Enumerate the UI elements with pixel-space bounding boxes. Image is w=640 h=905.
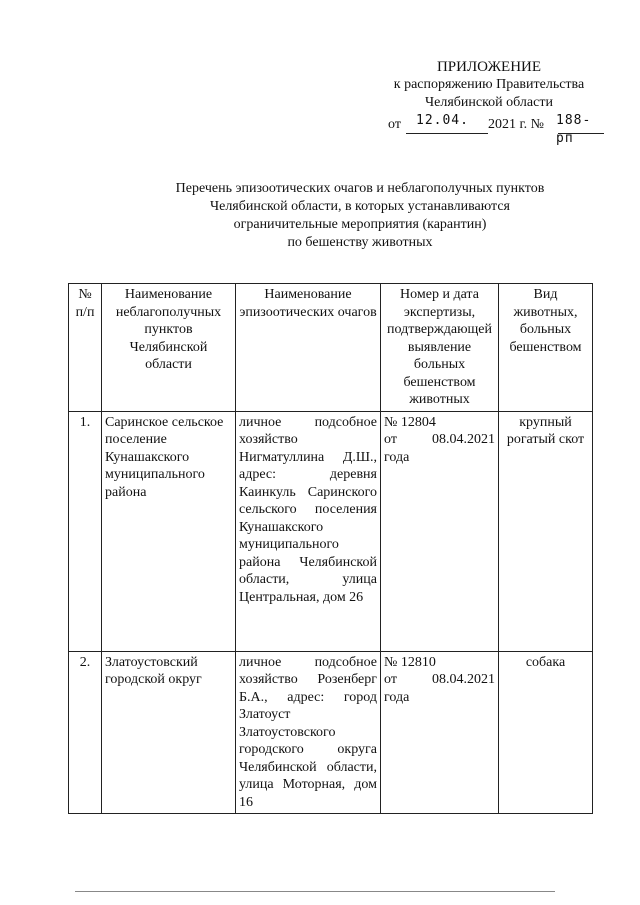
exam-from: от [384,432,397,447]
table-header-row [69,284,593,412]
table-row [69,651,593,814]
title-line-2: Челябинской области, в которых устанавливаются [210,199,510,214]
exam-date-line [384,671,495,689]
exam-number: № 12810 [384,654,436,670]
header-number: № п/п [69,284,102,412]
annex-year: 2021 г. № [488,117,545,132]
header-focus: Наименование эпизоотических очагов [236,284,381,412]
table-row [69,411,593,651]
header-point: Наименование неблагополучных пунктов Челябинской области [102,284,236,412]
row-point: Златоустовский городской округ [102,651,236,814]
row-focus: личное подсобное хозяйство Нигматуллина Д.Ш., адрес: деревня Каинкуль Саринского сельского поселения Кунашакского муниципального района Челябинской области, улица Центральная, дом 26 [236,411,381,651]
annex-from-label: от [388,117,401,132]
exam-suffix: года [384,449,410,465]
page-bottom-divider [75,891,555,892]
document-title [150,180,570,252]
exam-from: от [384,672,397,687]
row-number: 2. [69,651,102,814]
row-point: Саринское сельское поселение Кунашакского муниципального района [102,411,236,651]
annex-title: ПРИЛОЖЕНИЕ [436,59,542,75]
header-exam: Номер и дата экспертизы, подтверждающей выявление больных бешенством животных [381,284,499,412]
row-animal: крупный рогатый скот [499,411,593,651]
annex-date-handwritten: 12.04. [416,113,469,128]
annex-line-2: Челябинской области [425,95,553,110]
annex-date-line [374,113,604,146]
annex-block [374,58,604,146]
row-exam [381,651,499,814]
row-animal: собака [499,651,593,814]
header-animal: Вид животных, больных бешенством [499,284,593,412]
row-exam [381,411,499,651]
title-line-1: Перечень эпизоотических очагов и неблагополучных пунктов [175,181,545,196]
title-line-3: ограничительные мероприятия (карантин) [233,217,487,232]
exam-date-line [384,431,495,449]
row-number: 1. [69,411,102,651]
title-line-4: по бешенству животных [287,235,433,250]
foci-table [68,283,593,814]
annex-line-1: к распоряжению Правительства [393,77,585,92]
exam-number: № 12804 [384,414,436,430]
exam-date: 08.04.2021 [432,432,495,447]
exam-date: 08.04.2021 [432,672,495,687]
row-focus: личное подсобное хозяйство Розенберг Б.А., адрес: город Златоуст Златоустовского городского округа Челябинской области, улица Моторная, дом 16 [236,651,381,814]
exam-suffix: года [384,689,410,705]
annex-number-handwritten: 188-рп [556,113,592,146]
